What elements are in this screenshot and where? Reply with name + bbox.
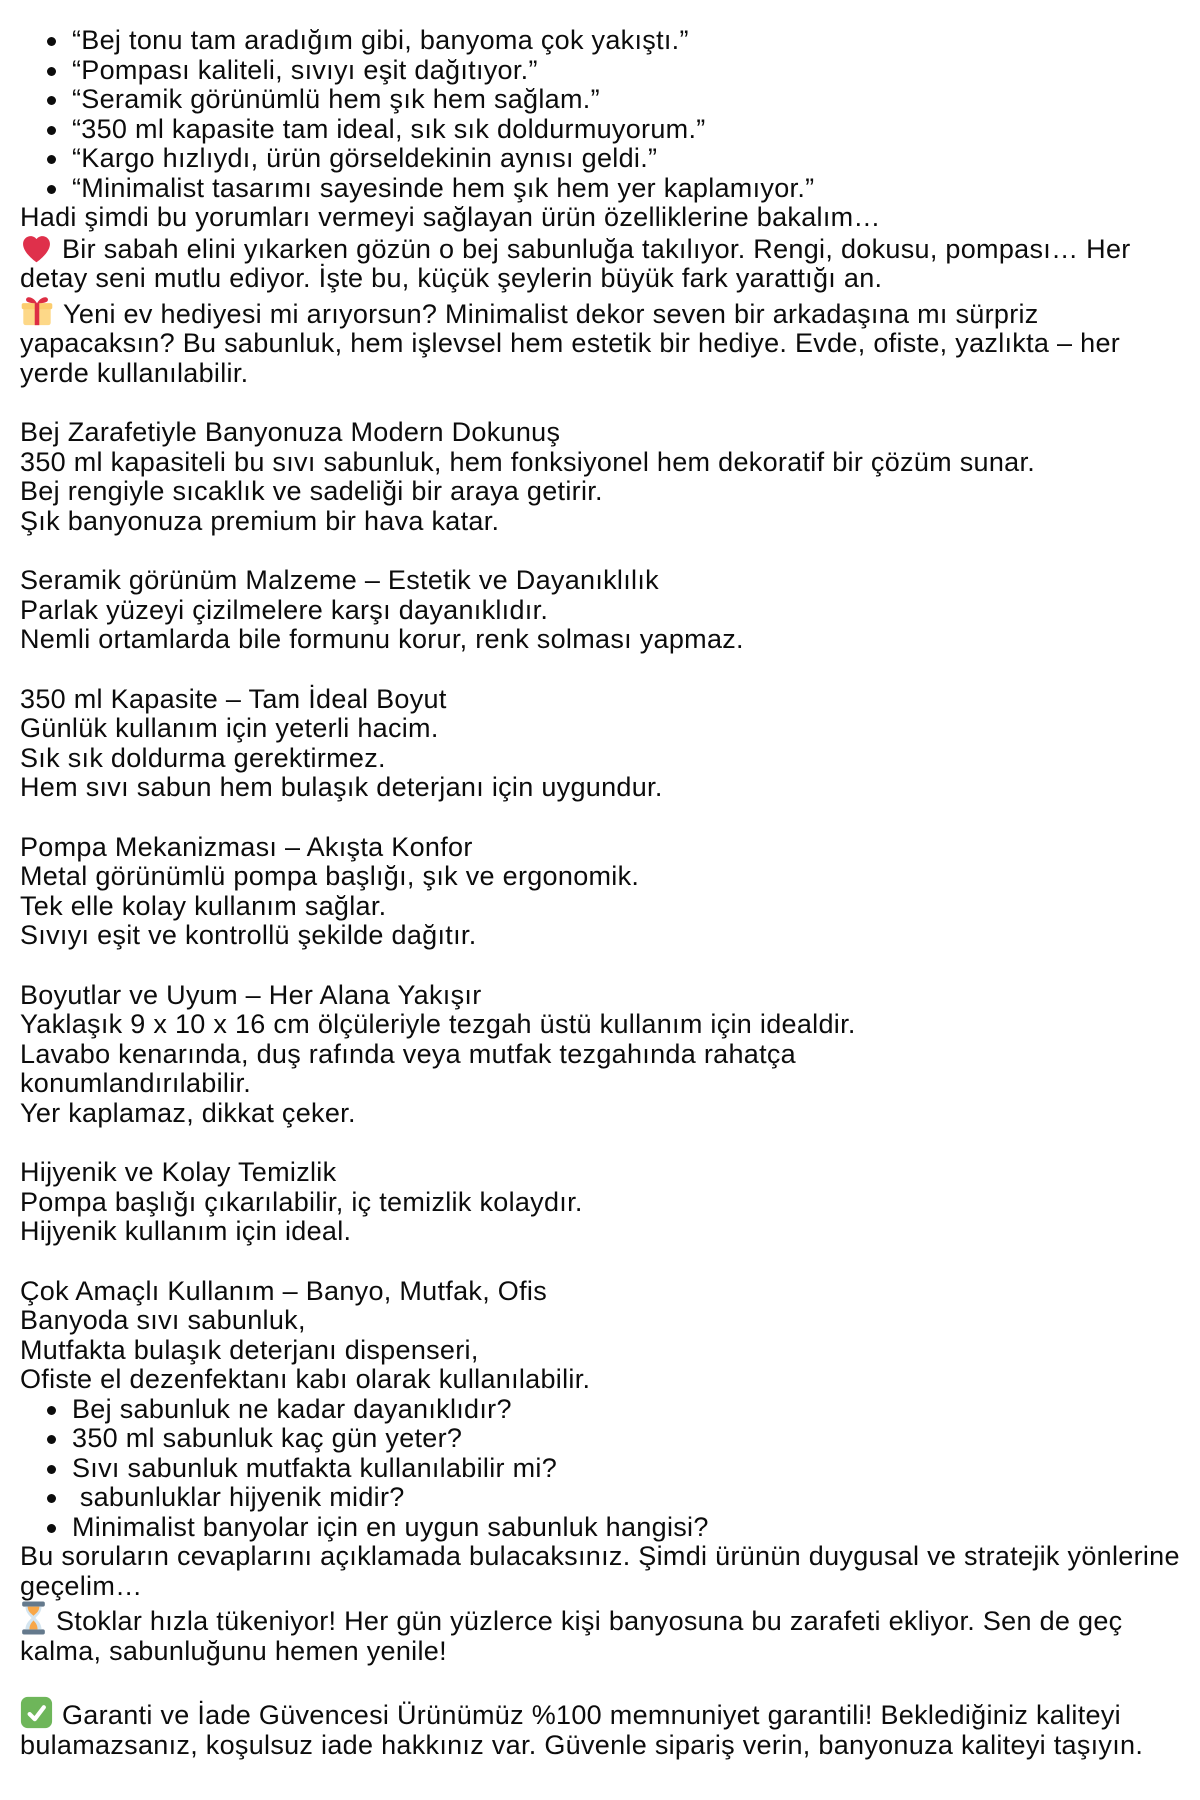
bullet-item: “Kargo hızlıydı, ürün görseldekinin aynısı geldi.” xyxy=(20,144,1182,174)
section-heading: Seramik görünüm Malzeme – Estetik ve Dayanıklılık xyxy=(20,565,659,595)
section-line: Günlük kullanım için yeterli hacim. xyxy=(20,713,439,743)
bullet-item: “Minimalist tasarımı sayesinde hem şık hem yer kaplamıyor.” xyxy=(20,174,1182,204)
section-heading: Hijyenik ve Kolay Temizlik xyxy=(20,1157,337,1187)
feature-section xyxy=(20,566,1182,655)
paragraph-text: Stoklar hızla tükeniyor! Her gün yüzlerce kişi banyosuna bu zarafeti ekliyor. Sen de geç kalma, sabunluğunu hemen yenile! xyxy=(20,1606,1123,1666)
review-quotes xyxy=(20,26,1182,203)
bullet-item: Minimalist banyolar için en uygun sabunluk hangisi? xyxy=(20,1513,1182,1543)
section-line: Mutfakta bulaşık deterjanı dispenseri, xyxy=(20,1334,479,1365)
bullet-item: “Bej tonu tam aradığım gibi, banyoma çok yakıştı.” xyxy=(20,26,1182,56)
paragraph xyxy=(20,203,1182,233)
section-line: Bej rengiyle sıcaklık ve sadeliği bir araya getirir. xyxy=(20,476,603,506)
feature-section xyxy=(20,418,1182,536)
bullet-item: “350 ml kapasite tam ideal, sık sık doldurmuyorum.” xyxy=(20,115,1182,145)
paragraph xyxy=(20,1601,1182,1666)
section-line: Sıvıyı eşit ve kontrollü şekilde dağıtır. xyxy=(20,920,477,950)
section-line: Lavabo kenarında, duş rafında veya mutfak tezgahında rahatça xyxy=(20,1038,797,1069)
section-line: 350 ml kapasiteli bu sıvı sabunluk, hem fonksiyonel hem dekoratif bir çözüm sunar. xyxy=(20,446,1036,477)
section-heading: Bej Zarafetiyle Banyonuza Modern Dokunuş xyxy=(20,417,561,447)
bullet-item: “Seramik görünümlü hem şık hem sağlam.” xyxy=(20,85,1182,115)
section-line: Şık banyonuza premium bir hava katar. xyxy=(20,505,500,536)
section-line: Pompa başlığı çıkarılabilir, iç temizlik kolaydır. xyxy=(20,1186,583,1217)
feature-section xyxy=(20,981,1182,1129)
paragraph xyxy=(20,233,1182,294)
feature-section xyxy=(20,833,1182,951)
paragraph-text: Bu soruların cevaplarını açıklamada bulacaksınız. Şimdi ürünün duygusal ve stratejik yönlerine geçelim… xyxy=(20,1541,1180,1601)
hourglass-icon xyxy=(20,1601,47,1635)
section-line: Metal görünümlü pompa başlığı, şık ve ergonomik. xyxy=(20,861,640,891)
feature-section xyxy=(20,1277,1182,1395)
feature-section xyxy=(20,685,1182,803)
section-line: Tek elle kolay kullanım sağlar. xyxy=(20,890,387,921)
paragraph-text: Hadi şimdi bu yorumları vermeyi sağlayan ürün özelliklerine bakalım… xyxy=(20,202,881,232)
section-line: Banyoda sıvı sabunluk, xyxy=(20,1305,306,1335)
section-line: Yaklaşık 9 x 10 x 16 cm ölçüleriyle tezgah üstü kullanım için idealdir. xyxy=(20,1009,856,1039)
section-line: Sık sık doldurma gerektirmez. xyxy=(20,742,386,773)
section-heading: 350 ml Kapasite – Tam İdeal Boyut xyxy=(20,683,447,714)
feature-section xyxy=(20,1158,1182,1247)
faq-questions xyxy=(20,1395,1182,1543)
section-line: Ofiste el dezenfektanı kabı olarak kullanılabilir. xyxy=(20,1364,591,1394)
paragraph-text: Yeni ev hediyesi mi arıyorsun? Minimalist dekor seven bir arkadaşına mı sürpriz yapacaksın? Bu sabunluk, hem işlevsel hem estetik bir hediye. Evde, ofiste, yazlıkta – her yerde kullanılabilir. xyxy=(20,298,1121,388)
section-line: Yer kaplamaz, dikkat çeker. xyxy=(20,1097,356,1128)
section-line: Hem sıvı sabun hem bulaşık deterjanı için uygundur. xyxy=(20,772,663,802)
paragraph xyxy=(20,294,1182,389)
bullet-item: Bej sabunluk ne kadar dayanıklıdır? xyxy=(20,1395,1182,1425)
paragraph xyxy=(20,1542,1182,1601)
paragraph-text: Garanti ve İade Güvencesi Ürünümüz %100 memnuniyet garantili! Beklediğiniz kaliteyi bulamazsanız, koşulsuz iade hakkınız var. Güvenle sipariş verin, banyonuza kaliteyi taşıyın. xyxy=(20,1700,1144,1760)
section-line: Hijyenik kullanım için ideal. xyxy=(20,1216,352,1246)
section-line: konumlandırılabilir. xyxy=(20,1068,252,1098)
bullet-item: Sıvı sabunluk mutfakta kullanılabilir mi? xyxy=(20,1454,1182,1484)
paragraph-text: Bir sabah elini yıkarken gözün o bej sabunluğa takılıyor. Rengi, dokusu, pompası… Her detay seni mutlu ediyor. İşte bu, küçük şeylerin büyük fark yarattığı an. xyxy=(20,233,1131,293)
section-heading: Çok Amaçlı Kullanım – Banyo, Mutfak, Ofis xyxy=(20,1275,548,1306)
section-heading: Pompa Mekanizması – Akışta Konfor xyxy=(20,831,473,862)
section-line: Nemli ortamlarda bile formunu korur, renk solması yapmaz. xyxy=(20,624,744,654)
section-heading: Boyutlar ve Uyum – Her Alana Yakışır xyxy=(20,979,482,1010)
bullet-item: sabunluklar hijyenik midir? xyxy=(20,1483,1182,1513)
section-line: Parlak yüzeyi çizilmelere karşı dayanıklıdır. xyxy=(20,594,549,625)
paragraph xyxy=(20,1696,1182,1760)
bullet-item: “Pompası kaliteli, sıvıyı eşit dağıtıyor.” xyxy=(20,56,1182,86)
check-icon xyxy=(20,1696,53,1729)
gift-icon xyxy=(20,294,54,328)
heart-icon xyxy=(20,233,53,263)
bullet-item: 350 ml sabunluk kaç gün yeter? xyxy=(20,1424,1182,1454)
